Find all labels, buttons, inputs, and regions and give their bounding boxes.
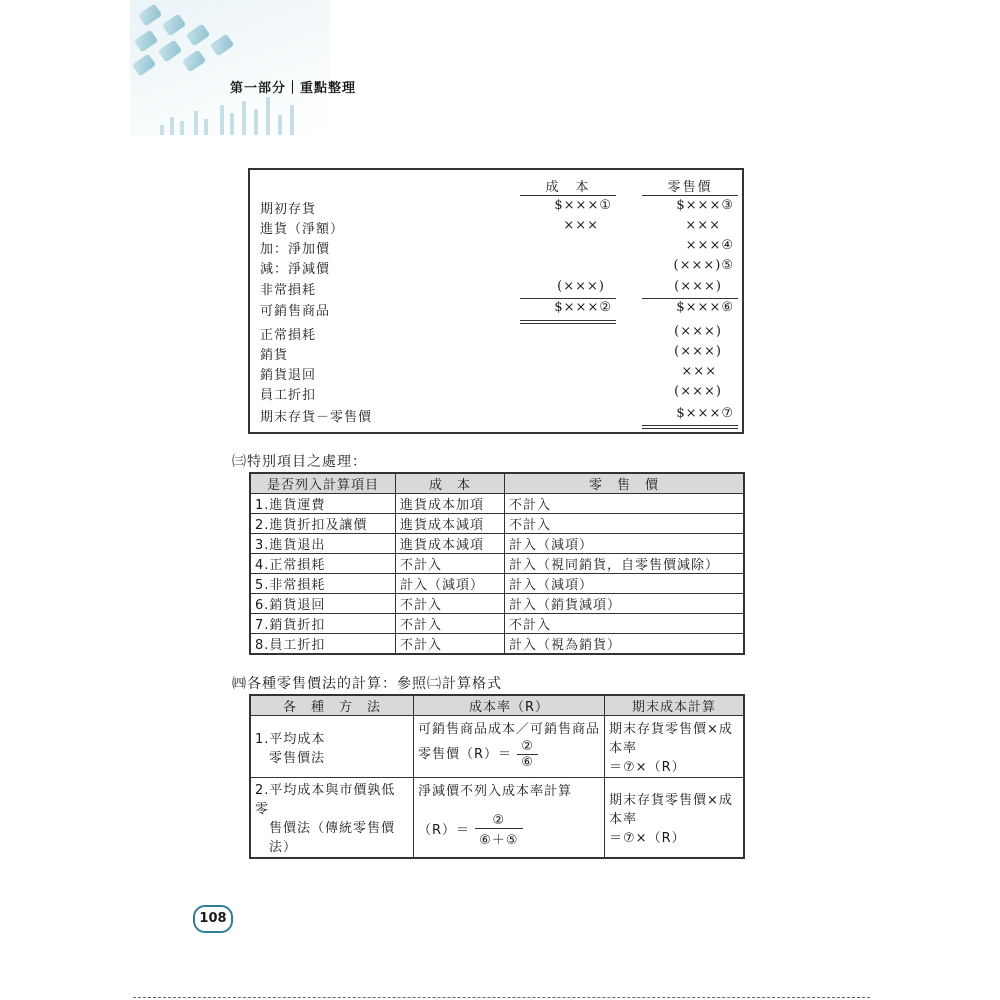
column-header: 期末成本計算 [605,695,744,716]
table-cell: 2.進貨折扣及讓價 [250,514,396,534]
rate-cell [414,716,605,778]
fraction-numerator: ② [517,739,538,755]
column-header: 各 種 方 法 [250,695,414,716]
row-label: 可銷售商品 [260,304,331,319]
row-label: 銷貨 [260,348,289,363]
table-row [250,634,744,655]
row-label: 銷貨退回 [260,368,317,383]
row-label: 正常損耗 [260,328,317,343]
table-cell: 計入（視為銷貨） [505,634,745,655]
table-cell: 不計入 [396,554,505,574]
row-retail: $×××③ [676,198,734,213]
rate-text: 淨減價不列入成本率計算 [418,784,573,799]
methods-caption: ㈣各種零售價法的計算：參照㈡計算格式 [232,676,502,692]
table-cell: 8.員工折扣 [250,634,396,655]
table-row [250,716,744,778]
fraction-denominator: ⑥＋⑤ [479,833,519,848]
table-row [250,594,744,614]
table-row [250,514,744,534]
row-retail: ×××④ [685,238,734,253]
table-row [250,574,744,594]
table-cell: 5.非常損耗 [250,574,396,594]
section-title: 第一部分｜重點整理 [230,81,357,96]
table-cell: 計入（銷貨減項） [505,594,745,614]
table-cell: 進貨成本減項 [396,514,505,534]
table-cell: 6.銷貨退回 [250,594,396,614]
row-retail: ××× [685,218,721,233]
rate-fraction [475,813,522,848]
row-cost: $×××② [554,300,612,315]
special-items-caption: ㈢特別項目之處理： [232,454,367,470]
table-cell: 不計入 [505,614,745,634]
table-cell: 不計入 [396,594,505,614]
row-retail: (×××) [674,384,722,399]
col-cost-header: 成 本 [545,180,591,195]
table-cell: 不計入 [396,634,505,655]
table-row [250,534,744,554]
row-label: 減：淨減價 [260,262,331,277]
table-row [250,614,744,634]
row-retail: $×××⑦ [676,406,734,421]
table-cell: 進貨成本加項 [396,494,505,514]
table-cell: 4.正常損耗 [250,554,396,574]
row-label: 非常損耗 [260,283,317,298]
table-cell: 不計入 [505,514,745,534]
column-header: 成本率（R） [414,695,605,716]
method-cell: 2.平均成本與市價孰低零 售價法（傳統零售價 法） [250,778,414,858]
row-cost: ××× [563,218,599,233]
row-retail: (×××) [674,279,722,294]
row-retail: (×××)⑤ [673,258,734,273]
table-cell: 計入（減項） [505,534,745,554]
table-cell: 3.進貨退出 [250,534,396,554]
row-retail: (×××) [674,344,722,359]
fraction-denominator: ⑥ [521,755,534,770]
header-decoration [130,0,330,135]
row-cost: (×××) [557,279,605,294]
fraction-numerator: ② [475,813,522,829]
table-row [250,494,744,514]
table-row [250,778,744,858]
table-row [250,554,744,574]
retail-statement-box [248,168,744,434]
table-cell: 進貨成本減項 [396,534,505,554]
table-cell: 7.銷貨折扣 [250,614,396,634]
table-cell: 不計入 [396,614,505,634]
ending-cell: 期末存貨零售價×成本率 ＝⑦×（R） [605,778,744,858]
row-retail: $×××⑥ [676,300,734,315]
row-cost: $×××① [554,198,612,213]
table-cell: 1.進貨運費 [250,494,396,514]
rate-formula-prefix: （R）＝ [418,823,471,838]
methods-table [249,694,745,859]
column-header: 零 售 價 [505,473,745,494]
table-cell: 計入（減項） [396,574,505,594]
ending-cell: 期末存貨零售價×成本率 ＝⑦×（R） [605,716,744,778]
trim-line [133,997,870,998]
row-label: 期末存貨－零售價 [260,410,373,425]
rate-cell [414,778,605,858]
column-header: 是否列入計算項目 [250,473,396,494]
table-cell: 不計入 [505,494,745,514]
column-header: 成 本 [396,473,505,494]
special-items-table [249,472,745,655]
row-label: 進貨（淨額） [260,222,345,237]
row-label: 加：淨加價 [260,242,331,257]
page-number: 108 [193,905,233,933]
method-cell: 1.平均成本 零售價法 [250,716,414,778]
row-label: 期初存貨 [260,202,317,217]
row-retail: ××× [681,364,717,379]
table-cell: 計入（視同銷貨，自零售價減除） [505,554,745,574]
col-retail-header: 零售價 [667,180,713,195]
row-label: 員工折扣 [260,388,317,403]
rate-fraction [517,739,538,770]
rate-formula-prefix: 零售價（R）＝ [418,747,513,762]
table-cell: 計入（減項） [505,574,745,594]
row-retail: (×××) [674,324,722,339]
rate-text: 可銷售商品成本／可銷售商品 [418,722,601,737]
